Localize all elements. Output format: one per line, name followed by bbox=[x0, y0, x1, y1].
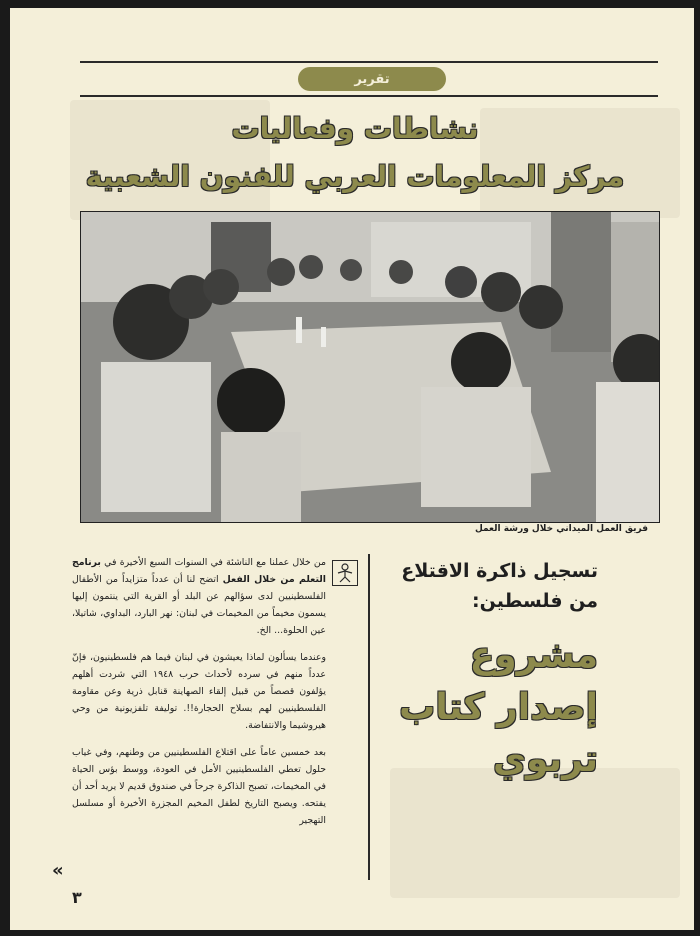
paragraph-1 bbox=[72, 554, 326, 639]
title-line-2: مركز المعلومات العربي للفنون الشعبية bbox=[85, 160, 625, 193]
bleed-through-shadow bbox=[390, 768, 680, 898]
sub-heading-line-2: من فلسطين: bbox=[472, 590, 598, 612]
center-logo-icon bbox=[332, 560, 358, 586]
title-line-1: نشاطات وفعاليات bbox=[231, 112, 479, 145]
paragraph-2: وعندما يسألون لماذا يعيشون في لبنان فيما هم فلسطينيون، فإنّ عدداً منهم في سرده لأحداث حرب ١٩٤٨ التي شردت أهلهم يؤلفون قصصاً من قبيل إلقاء الصهاينة قنابل ذرية وعن مقاومة الفلسطينيين لهم بسلاح الحجارة!!. توليفة تلفزيونية من وحي هيروشيما والانتفاضة. bbox=[72, 652, 326, 731]
workshop-photo bbox=[80, 211, 660, 523]
figure-icon bbox=[333, 561, 357, 585]
project-line-1: مشروع bbox=[469, 635, 598, 676]
photo-caption: فريق العمل الميداني خلال ورشة العمل bbox=[474, 524, 648, 534]
article-body bbox=[72, 554, 326, 839]
paragraph-1-text-a: من خلال عملنا مع الناشئة في السنوات السبع الأخيرة في bbox=[100, 557, 326, 568]
section-label: تقرير bbox=[354, 71, 390, 87]
project-heading bbox=[358, 630, 598, 786]
section-label-pill bbox=[298, 67, 446, 91]
second-rule bbox=[80, 95, 658, 97]
paragraph-1-text-b: اتضح لنا أن عدداً متزايداً من الأطفال الفلسطينيين لدى سؤالهم عن البلد أو القرية التي ينتمون إليها يسمون مخيماً من المخيمات في لبنان: نهر البارد، البداوي، شاتيلا، عين الحلوة... الخ. bbox=[72, 574, 326, 636]
project-line-3: تربوي bbox=[493, 739, 598, 780]
page-number: ٣ bbox=[72, 888, 82, 907]
paragraph-3: بعد خمسين عاماً على اقتلاع الفلسطينيين من وطنهم، وفي غياب حلول تعطي الفلسطينيين الأمل في العودة، ووسط بؤس الحياة في المخيمات، تصبح الذاكرة جرحاً في صندوق قديم لا يريد أحد أن يفتحه. ويصبح التاريخ لطفل المخيم المجزرة الأخيرة أو مسلسل التهجير bbox=[72, 747, 326, 826]
project-line-2: إصدار كتاب bbox=[399, 687, 598, 728]
sub-heading-line-1: تسجيل ذاكرة الاقتلاع bbox=[401, 560, 598, 582]
top-rule bbox=[80, 61, 658, 63]
program-name: برنامج التعلم من خلال الفعل bbox=[72, 557, 327, 585]
sub-heading bbox=[368, 556, 598, 616]
continue-arrows: « bbox=[52, 860, 64, 881]
magazine-page bbox=[10, 8, 694, 930]
